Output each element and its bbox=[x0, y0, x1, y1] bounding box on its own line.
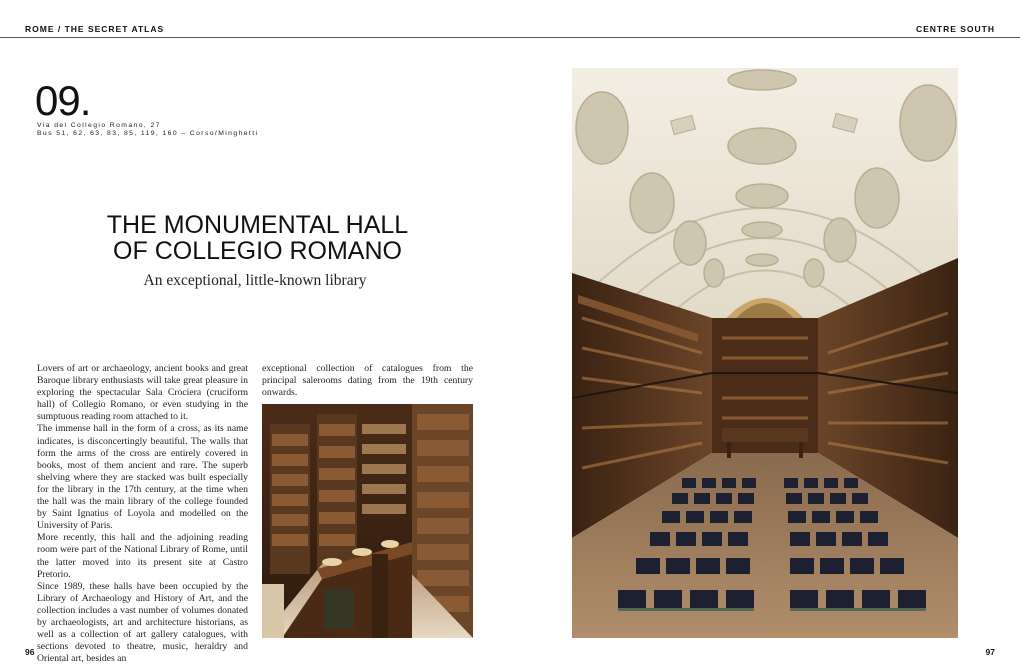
entry-title-line2: OF COLLEGIO ROMANO bbox=[113, 237, 402, 265]
address-street: Via del Collegio Romano, 27 bbox=[37, 122, 161, 129]
monumental-hall-photo bbox=[572, 68, 958, 638]
monumental-hall-illustration bbox=[572, 68, 958, 638]
address-bus: Bus 51, 62, 63, 83, 85, 119, 160 – Corso/Minghetti bbox=[37, 130, 259, 137]
library-shelves-illustration bbox=[262, 404, 473, 638]
entry-address bbox=[37, 122, 258, 138]
body-paragraph: The immense hall in the form of a cross, as its name indicates, is disconcertingly beautiful. The walls that form the arms of the cross are entirely covered in books, most of them ancient and rare. The superb shelving where they are stacked was built especially for the library in the 17th century, at the time when the hall was the main library of the college founded by Saint Ignatius of Loyola and modelled on the University of Paris. bbox=[37, 423, 248, 532]
body-column-left bbox=[37, 363, 248, 665]
entry-title bbox=[60, 212, 455, 264]
entry-title-line1: THE MONUMENTAL HALL bbox=[106, 211, 409, 239]
page-number-right: 97 bbox=[985, 647, 995, 657]
library-shelves-photo bbox=[262, 404, 473, 638]
body-paragraph: exceptional collection of catalogues from the principal salerooms dating from the 19th century onwards. bbox=[262, 363, 473, 399]
body-column-right bbox=[262, 363, 473, 399]
page-number-left: 96 bbox=[25, 647, 35, 657]
entry-number: 09. bbox=[35, 77, 91, 124]
entry-subtitle: An exceptional, little-known library bbox=[143, 272, 367, 289]
running-header-left: ROME / THE SECRET ATLAS bbox=[25, 24, 165, 34]
body-paragraph: Lovers of art or archaeology, ancient books and great Baroque library enthusiasts will take great pleasure in exploring the spectacular Sala Crociera (cruciform hall) of Collegio Romano, or even studying in the sumptuous reading room attached to it. bbox=[37, 363, 248, 423]
body-paragraph: Since 1989, these halls have been occupied by the Library of Archaeology and History of Art, and the collection includes a vast number of volumes donated by archaeologists, art and architecture historians, as well as a collection of art gallery catalogues, with sections devoted to theatre, music, heraldry and Oriental art, besides an bbox=[37, 580, 248, 665]
running-header-right: CENTRE SOUTH bbox=[915, 24, 995, 34]
body-paragraph: More recently, this hall and the adjoining reading room were part of the National Library of Rome, until the latter moved into its present site at Castro Pretorio. bbox=[37, 532, 248, 580]
header-rule bbox=[0, 37, 1020, 38]
